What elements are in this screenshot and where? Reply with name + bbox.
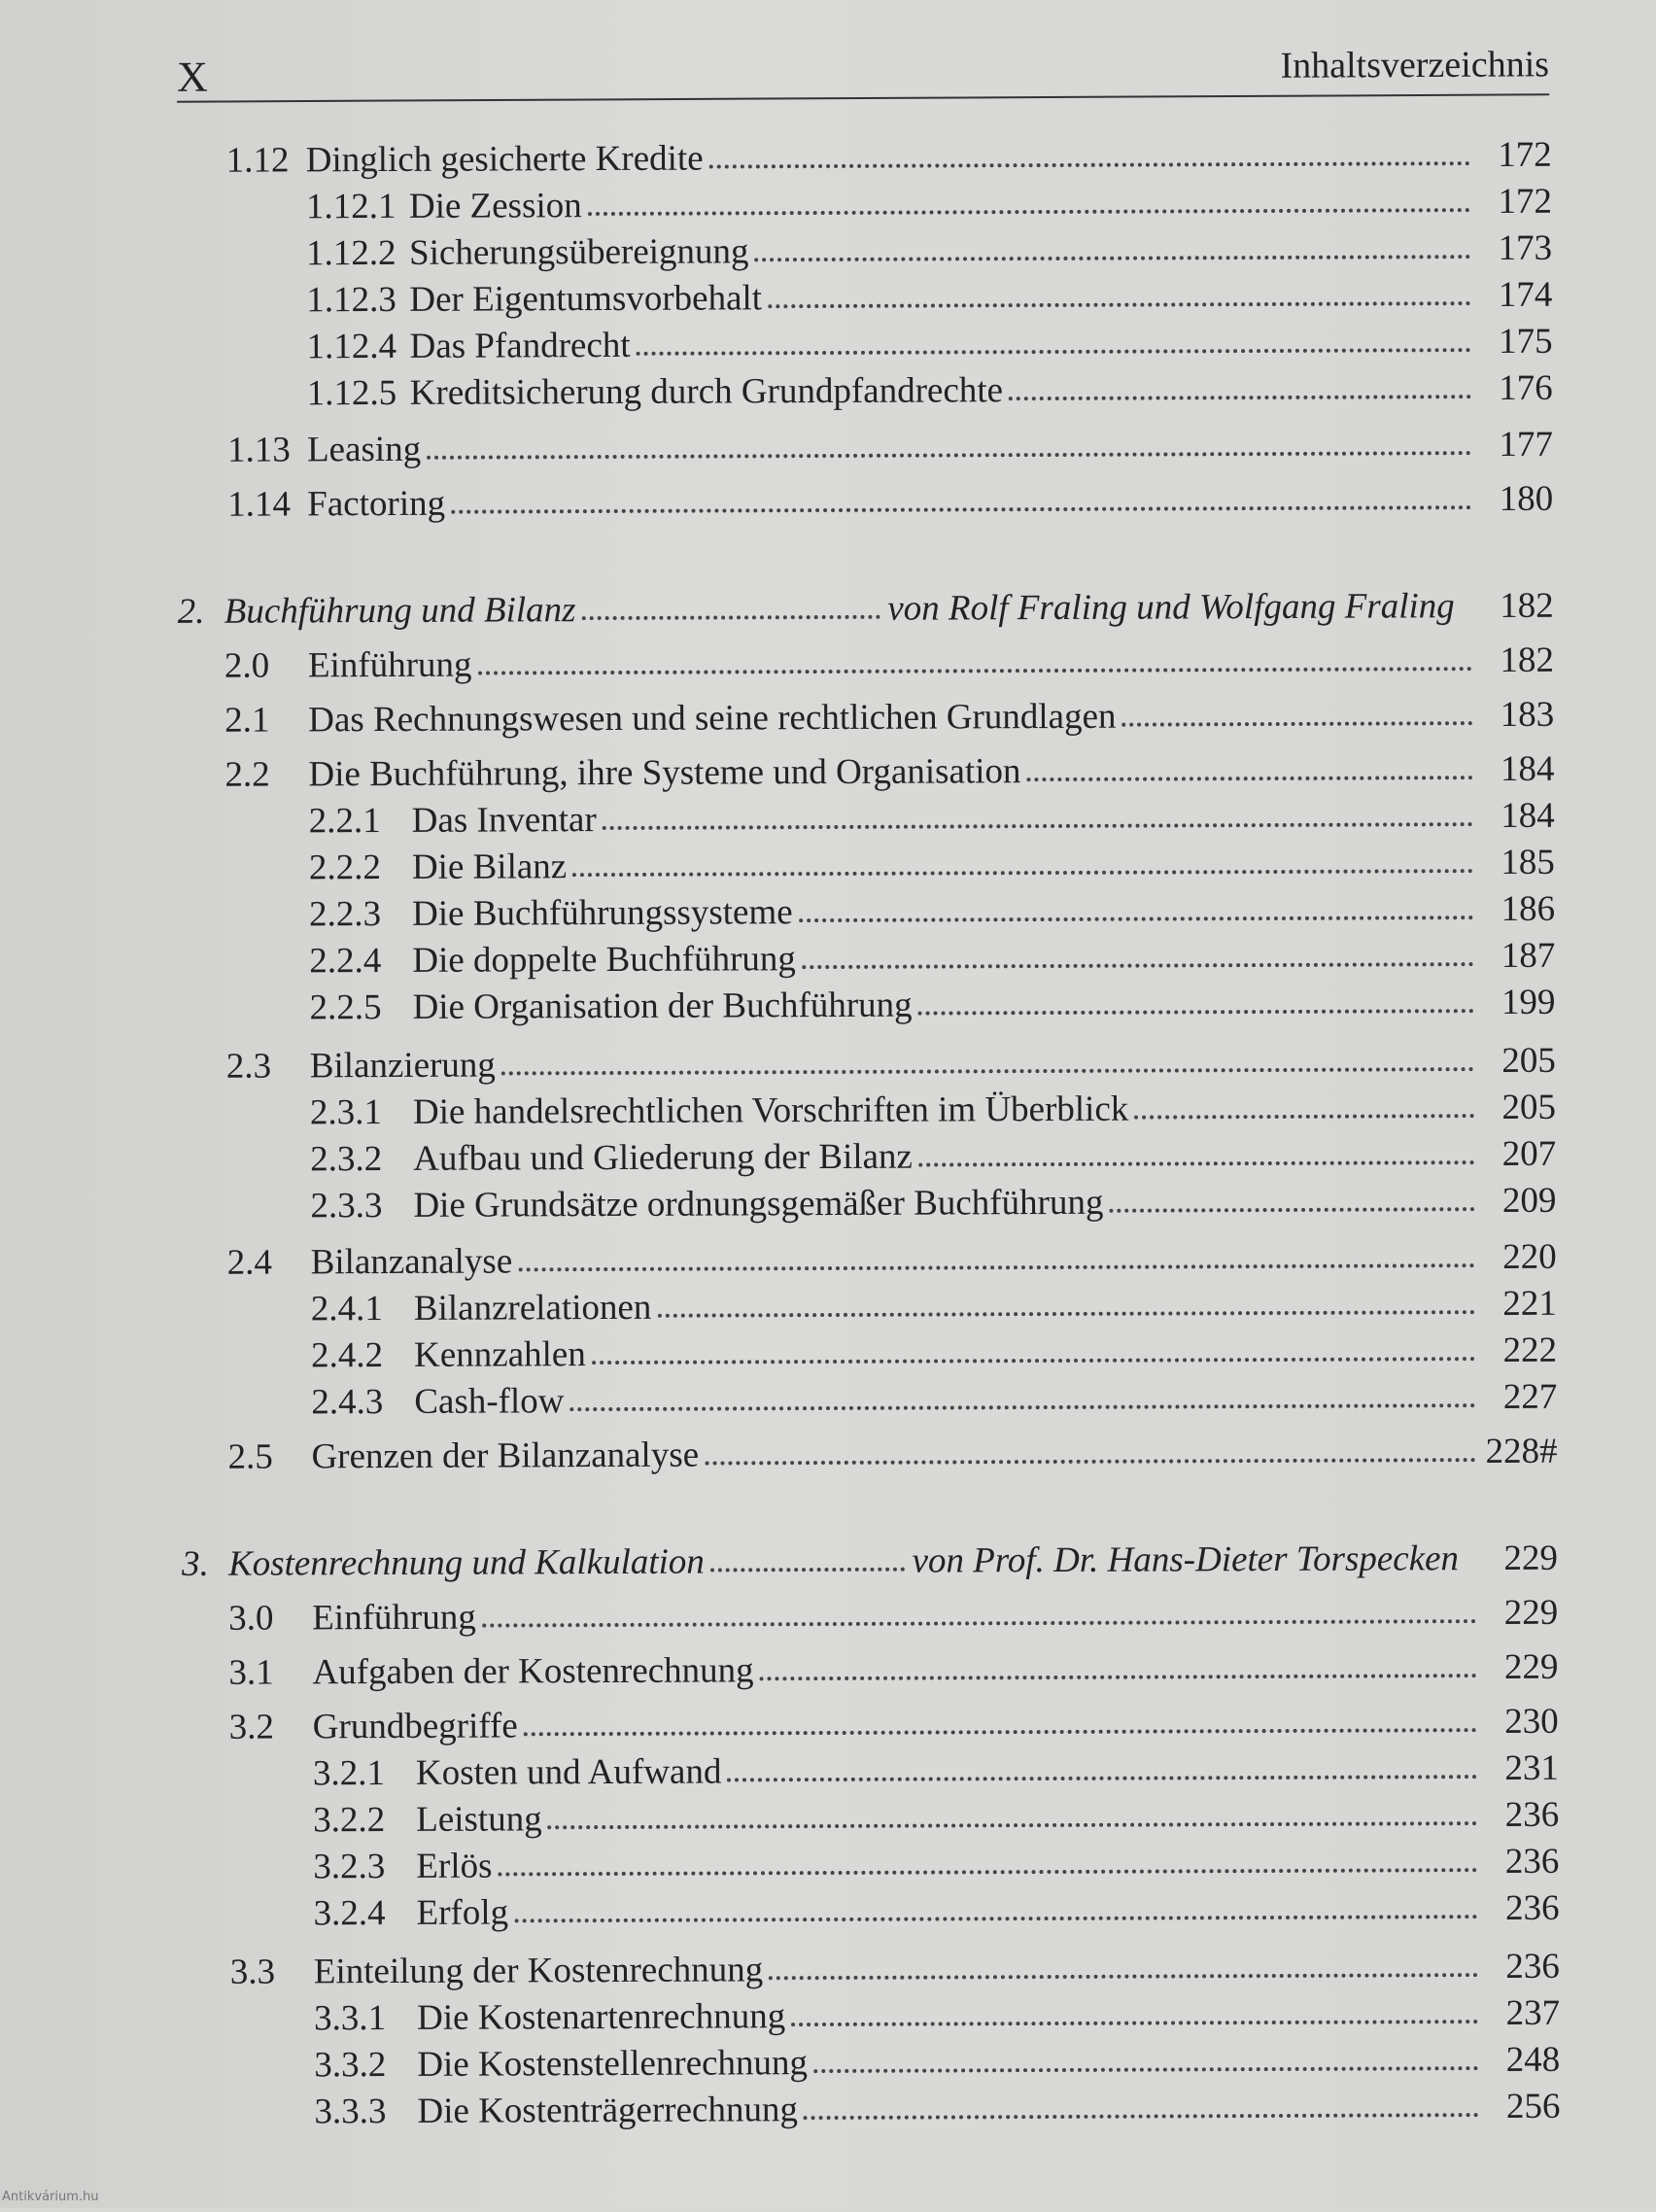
dot-leader — [514, 1915, 1477, 1922]
entry-title: Die Buchführungssysteme — [412, 892, 793, 934]
entry-page-number: 220 — [1502, 1236, 1557, 1277]
toc-entry — [311, 1329, 1557, 1379]
entry-title: Einteilung der Kostenrechnung — [313, 1950, 764, 1992]
entry-number: 2.2.1 — [308, 801, 381, 842]
dot-leader — [791, 2020, 1478, 2026]
entry-number: 2. — [177, 591, 205, 632]
dot-leader — [760, 1674, 1477, 1680]
dot-leader — [588, 208, 1470, 216]
entry-title: Kennzahlen — [413, 1334, 586, 1375]
entry-number: 1.12.1 — [305, 186, 397, 227]
entry-page-number: 180 — [1499, 478, 1554, 519]
toc-entry — [306, 180, 1552, 230]
entry-page-number: 231 — [1504, 1747, 1560, 1788]
entry-title: Die Grundsätze ordnungsgemäßer Buchführung — [413, 1182, 1104, 1226]
toc-entry — [228, 1645, 1558, 1696]
entry-page-number: 186 — [1501, 888, 1556, 929]
toc-entry — [224, 693, 1554, 743]
entry-number: 1.12 — [225, 140, 290, 181]
entry-title: Erfolg — [416, 1892, 509, 1933]
entry-page-number: 209 — [1501, 1180, 1557, 1221]
toc-entry — [309, 887, 1555, 938]
entry-number: 2.4 — [226, 1242, 273, 1283]
toc-entry — [227, 1430, 1557, 1480]
dot-leader — [705, 1458, 1475, 1465]
entry-page-number: 205 — [1501, 1040, 1556, 1081]
entry-page-number: 172 — [1498, 181, 1553, 222]
entry-number: 3.0 — [228, 1598, 274, 1639]
entry-page-number: 229 — [1503, 1538, 1559, 1578]
dot-leader — [482, 1619, 1476, 1627]
dot-leader — [478, 667, 1472, 674]
dot-leader — [710, 1568, 905, 1573]
entry-title: Cash-flow — [414, 1381, 565, 1422]
entry-number: 2.5 — [227, 1436, 273, 1477]
toc-entry — [313, 1886, 1559, 1937]
toc-entry — [313, 1840, 1559, 1890]
entry-title: Aufgaben der Kostenrechnung — [312, 1650, 754, 1693]
entry-title: Grenzen der Bilanzanalyse — [311, 1434, 700, 1477]
toc-entry — [311, 1375, 1557, 1426]
entry-number: 2.2.3 — [309, 894, 382, 935]
toc-entry — [228, 1591, 1558, 1642]
entry-title: Kosten und Aufwand — [415, 1751, 722, 1793]
entry-title: Die handelsrechtlichen Vorschriften im Überblick — [412, 1089, 1129, 1132]
entry-number: 3.2.2 — [313, 1800, 386, 1841]
chapter-row — [182, 1537, 1558, 1587]
entry-title: Kostenrechnung und Kalkulation — [227, 1541, 705, 1584]
entry-title: Das Pfandrecht — [409, 325, 631, 366]
entry-title: Dinglich gesicherte Kredite — [305, 138, 704, 181]
toc-entry — [314, 1991, 1560, 2042]
entry-title: Bilanzrelationen — [413, 1287, 652, 1329]
entry-number: 2.2 — [224, 754, 270, 795]
dot-leader — [727, 1775, 1477, 1781]
entry-page-number: 182 — [1500, 585, 1554, 626]
entry-number: 1.13 — [226, 430, 291, 470]
entry-number: 2.0 — [224, 645, 270, 686]
entry-number: 3.3 — [229, 1952, 276, 1992]
entry-page-number: 248 — [1505, 2039, 1561, 2080]
entry-page-number: 229 — [1503, 1592, 1559, 1633]
dot-leader — [799, 916, 1473, 922]
dot-leader — [657, 1310, 1474, 1318]
entry-number: 1.14 — [227, 484, 292, 525]
entry-title: Bilanzierung — [309, 1045, 496, 1087]
entry-page-number: 185 — [1501, 842, 1555, 882]
chapter-author: von Prof. Dr. Hans-Dieter Torspecken — [912, 1538, 1460, 1581]
entry-title: Kreditsicherung durch Grundpfandrechte — [409, 370, 1004, 413]
entry-page-number: 187 — [1501, 935, 1556, 976]
entry-page-number: 230 — [1504, 1701, 1559, 1742]
toc-entry — [230, 1945, 1560, 1995]
toc-entry — [309, 934, 1555, 985]
dot-leader — [592, 1357, 1475, 1365]
page-number: X — [176, 52, 208, 101]
toc-entry — [229, 1700, 1559, 1750]
entry-title: Die Buchführung, ihre Systeme und Organisation — [308, 751, 1021, 795]
toc-entry — [227, 477, 1553, 528]
dot-leader — [813, 2066, 1478, 2073]
entry-number: 3.2.1 — [312, 1753, 386, 1794]
dot-leader — [603, 822, 1473, 830]
entry-title: Die Kostenartenrechnung — [416, 1996, 786, 2038]
entry-title: Erlös — [416, 1846, 493, 1886]
entry-page-number: 222 — [1502, 1330, 1558, 1370]
dot-leader — [548, 1821, 1478, 1829]
dot-leader — [427, 451, 1471, 460]
entry-title: Der Eigentumsvorbehalt — [409, 278, 763, 320]
entry-number: 1.12.3 — [306, 279, 397, 321]
entry-title: Einführung — [307, 644, 472, 686]
entry-number: 3.1 — [228, 1652, 274, 1693]
entry-page-number: 182 — [1500, 639, 1555, 680]
dot-leader — [637, 348, 1471, 356]
entry-number: 3.2.4 — [313, 1893, 386, 1934]
entry-number: 2.1 — [224, 700, 270, 741]
entry-page-number: 184 — [1501, 795, 1555, 836]
entry-number: 3.3.2 — [314, 2045, 387, 2086]
entry-page-number: 236 — [1504, 1841, 1560, 1882]
entry-page-number: 236 — [1505, 1946, 1560, 1987]
toc-entry — [313, 1746, 1559, 1797]
entry-title: Leasing — [306, 429, 422, 470]
entry-title: Das Inventar — [411, 800, 597, 841]
entry-number: 3.2 — [228, 1707, 275, 1747]
dot-leader — [569, 1403, 1475, 1411]
entry-page-number: 236 — [1504, 1794, 1560, 1835]
toc-entry — [310, 1086, 1556, 1136]
entry-number: 1.12.4 — [306, 326, 397, 367]
entry-page-number: 175 — [1498, 321, 1553, 362]
entry-page-number: 205 — [1501, 1087, 1557, 1127]
dot-leader — [802, 962, 1473, 969]
dot-leader — [1009, 395, 1471, 400]
entry-number: 2.3.2 — [310, 1139, 383, 1180]
dot-leader — [501, 1067, 1474, 1075]
entry-page-number: 207 — [1501, 1133, 1557, 1174]
entry-page-number: 227 — [1502, 1376, 1558, 1417]
entry-number: 1.12.2 — [306, 232, 397, 274]
entry-number: 2.3 — [225, 1046, 272, 1087]
dot-leader — [768, 301, 1470, 308]
entry-title: Die doppelte Buchführung — [412, 939, 796, 981]
chapter-row — [178, 584, 1554, 635]
dot-leader — [1109, 1207, 1474, 1213]
dot-leader — [1134, 1114, 1474, 1120]
entry-number: 3.3.3 — [314, 2091, 387, 2132]
entry-title: Buchführung und Bilanz — [224, 590, 576, 632]
entry-title: Bilanzanalyse — [310, 1241, 513, 1283]
entry-title: Die Kostenstellenrechnung — [417, 2043, 809, 2085]
entry-number: 3.2.3 — [313, 1847, 386, 1887]
dot-leader — [518, 1263, 1474, 1271]
entry-page-number: 228# — [1485, 1431, 1558, 1472]
toc-entry — [314, 2085, 1560, 2135]
toc-entry — [310, 1132, 1556, 1183]
entry-page-number: 174 — [1498, 274, 1553, 315]
toc-entry — [307, 366, 1553, 417]
dot-leader — [755, 255, 1471, 261]
entry-number: 2.2.4 — [309, 941, 382, 982]
entry-title: Das Rechnungswesen und seine rechtlichen Grundlagen — [308, 696, 1117, 741]
dot-leader — [499, 1868, 1478, 1876]
entry-number: 3. — [181, 1543, 209, 1584]
dot-leader — [918, 1009, 1474, 1015]
entry-page-number: 177 — [1499, 424, 1554, 465]
entry-number: 3.3.1 — [313, 1998, 387, 2039]
entry-page-number: 183 — [1500, 694, 1555, 735]
toc-entry — [309, 794, 1555, 845]
dot-leader — [572, 869, 1473, 877]
entry-number: 2.4.1 — [310, 1289, 383, 1330]
watermark: Antikvárium.hu — [2, 2190, 99, 2204]
entry-title: Aufbau und Gliederung der Bilanz — [413, 1136, 914, 1179]
entry-number: 1.12.5 — [306, 372, 397, 414]
entry-title: Einführung — [312, 1597, 476, 1639]
dot-leader — [1027, 776, 1473, 781]
entry-title: Grundbegriffe — [312, 1706, 518, 1747]
entry-number: 2.2.2 — [308, 847, 381, 888]
toc-entry — [227, 423, 1553, 473]
entry-title: Die Organisation der Buchführung — [412, 985, 913, 1027]
entry-page-number: 237 — [1505, 1992, 1561, 2033]
entry-number: 2.4.3 — [311, 1382, 384, 1423]
entry-title: Factoring — [307, 483, 446, 525]
toc-entry — [309, 981, 1555, 1031]
entry-page-number: 236 — [1504, 1887, 1560, 1928]
entry-page-number: 172 — [1498, 134, 1552, 175]
entry-page-number: 184 — [1500, 748, 1555, 789]
entry-title: Sicherungsübereignung — [409, 231, 749, 273]
toc-entry — [309, 841, 1555, 891]
dot-leader — [804, 2113, 1479, 2120]
toc-entry — [226, 133, 1552, 184]
dot-leader — [709, 161, 1470, 168]
dot-leader — [524, 1728, 1477, 1736]
entry-number: 2.4.2 — [310, 1335, 384, 1376]
dot-leader — [451, 505, 1471, 514]
chapter-author: von Rolf Fraling und Wolfgang Fraling — [887, 586, 1455, 629]
toc-entry — [314, 2038, 1560, 2089]
dot-leader — [582, 615, 880, 620]
toc-entry — [226, 1039, 1556, 1089]
toc-entry — [310, 1179, 1556, 1229]
toc-entry — [306, 226, 1552, 277]
toc-entry — [224, 747, 1554, 798]
toc-entry — [313, 1793, 1559, 1844]
entry-page-number: 176 — [1499, 367, 1553, 408]
dot-leader — [918, 1160, 1474, 1166]
toc-entry — [306, 273, 1552, 324]
entry-page-number: 199 — [1501, 982, 1556, 1022]
entry-title: Die Kostenträgerrechnung — [417, 2090, 798, 2131]
toc-entry — [227, 1235, 1557, 1286]
running-title: Inhaltsverzeichnis — [1280, 44, 1550, 86]
dot-leader — [769, 1973, 1478, 1980]
entry-number: 2.3.3 — [310, 1186, 383, 1227]
entry-number: 2.2.5 — [309, 987, 382, 1028]
entry-title: Die Bilanz — [411, 847, 568, 887]
entry-page-number: 221 — [1502, 1283, 1557, 1324]
entry-title: Leistung — [416, 1799, 542, 1840]
entry-title: Die Zession — [408, 186, 582, 226]
toc-entry — [311, 1282, 1557, 1332]
dot-leader — [1121, 721, 1472, 727]
toc-entry — [306, 320, 1552, 370]
entry-page-number: 256 — [1505, 2086, 1561, 2126]
toc-entry — [224, 639, 1554, 689]
entry-number: 2.3.1 — [309, 1092, 383, 1133]
entry-page-number: 229 — [1503, 1646, 1559, 1687]
entry-page-number: 173 — [1498, 227, 1553, 268]
